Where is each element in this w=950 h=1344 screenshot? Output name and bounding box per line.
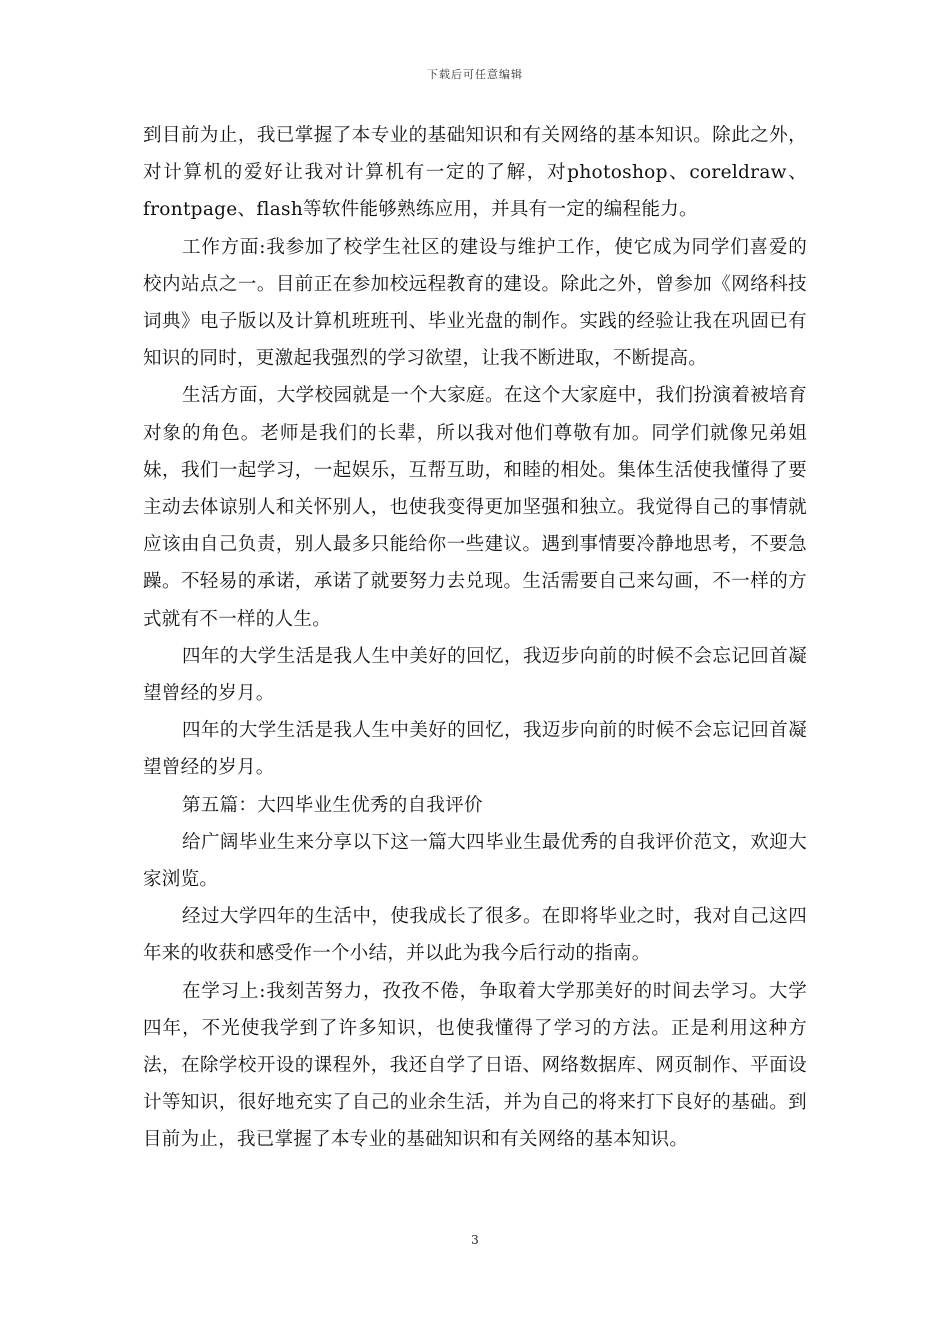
paragraph-9: 在学习上:我刻苦努力，孜孜不倦，争取着大学那美好的时间去学习。大学四年，不光使我学到了许多知识，也使我懂得了学习的方法。正是利用这种方法，在除学校开设的课程外，我还自学了日语、网络数据库、网页制作、平面设计等知识，很好地充实了自己的业余生活，并为自己的将来打下良好的基础。到目前为止，我已掌握了本专业的基础知识和有关网络的基本知识。 — [143, 980, 807, 1151]
paragraph-3: 生活方面，大学校园就是一个大家庭。在这个大家庭中，我们扮演着被培育对象的角色。老师是我们的长辈，所以我对他们尊敬有加。同学们就像兄弟姐妹，我们一起学习，一起娱乐，互帮互助，和睦的相处。集体生活使我懂得了要主动去体谅别人和关怀别人，也使我变得更加坚强和独立。我觉得自己的事情就应该由自己负责，别人最多只能给你一些建议。遇到事情要冷静地思考，不要急躁。不轻易的承诺，承诺了就要努力去兑现。生活需要自己来勾画，不一样的方式就有不一样的人生。 — [143, 385, 807, 630]
section-heading: 第五篇：大四毕业生优秀的自我评价 — [182, 794, 483, 816]
page-header: 下载后可任意编辑 — [427, 68, 523, 81]
document-body — [143, 117, 807, 1159]
paragraph-8: 经过大学四年的生活中，使我成长了很多。在即将毕业之时，我对自己这四年来的收获和感受作一个小结，并以此为我今后行动的指南。 — [143, 906, 807, 965]
paragraph-5: 四年的大学生活是我人生中美好的回忆，我迈步向前的时候不会忘记回首凝望曾经的岁月。 — [143, 720, 807, 779]
page-number: 3 — [471, 1233, 479, 1247]
paragraph-7: 给广阔毕业生来分享以下这一篇大四毕业生最优秀的自我评价范文，欢迎大家浏览。 — [143, 831, 807, 891]
paragraph-4: 四年的大学生活是我人生中美好的回忆，我迈步向前的时候不会忘记回首凝望曾经的岁月。 — [143, 645, 807, 705]
paragraph-1: 到目前为止，我已掌握了本专业的基础知识和有关网络的基本知识。除此之外，对计算机的爱好让我对计算机有一定的了解，对photoshop、coreldraw、frontpage、flash等软件能够熟练应用，并具有一定的编程能力。 — [143, 125, 807, 221]
paragraph-2: 工作方面:我参加了校学生社区的建设与维护工作，使它成为同学们喜爱的校内站点之一。目前正在参加校远程教育的建设。除此之外，曾参加《网络科技词典》电子版以及计算机班班刊、毕业光盘的制作。实践的经验让我在巩固已有知识的同时，更激起我强烈的学习欲望，让我不断进取，不断提高。 — [143, 236, 807, 370]
